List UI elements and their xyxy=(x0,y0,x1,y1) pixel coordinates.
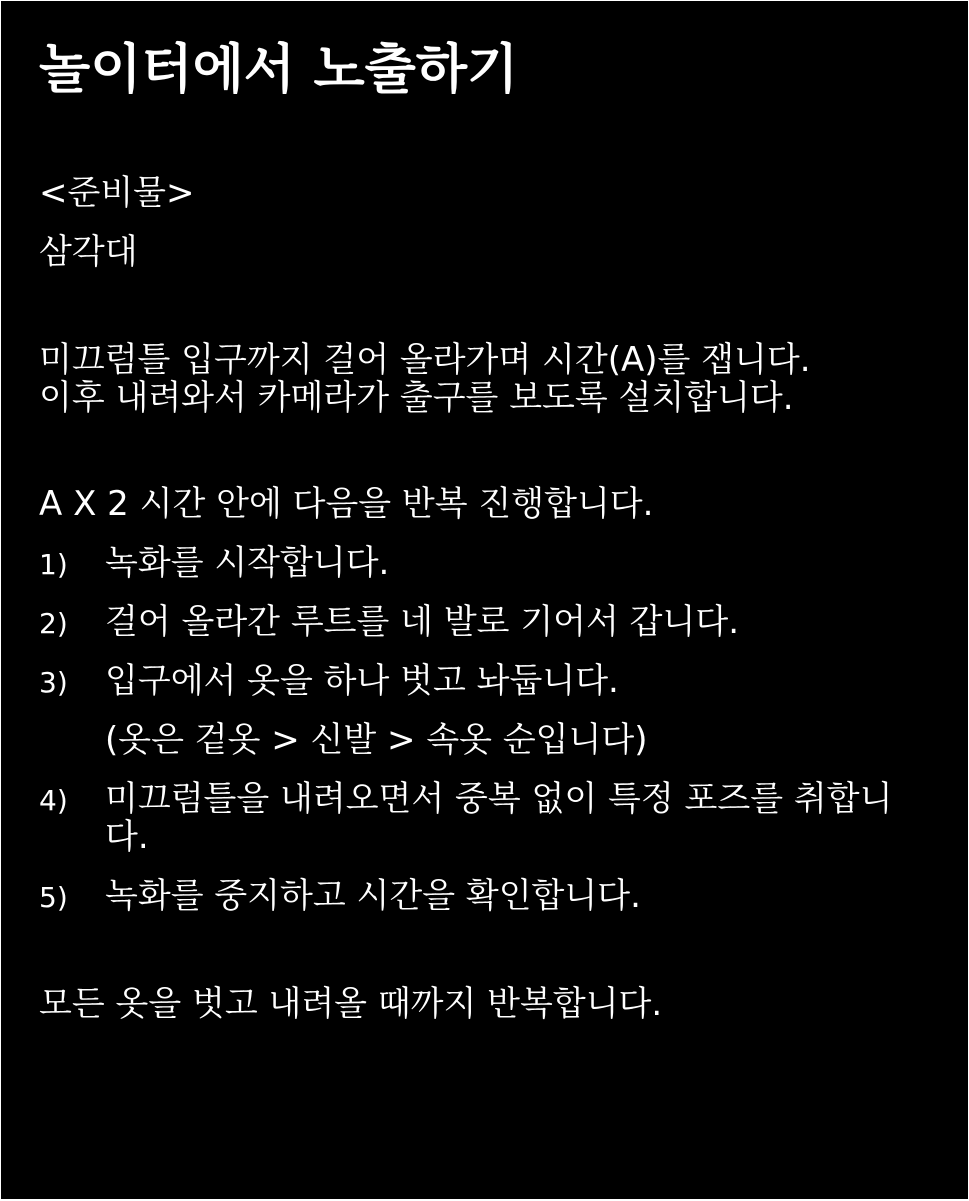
step-number: 4) xyxy=(39,784,68,817)
step-text: 녹화를 중지하고 시간을 확인합니다. xyxy=(105,876,641,916)
step-number: 3) xyxy=(39,666,68,699)
step-item xyxy=(39,544,928,582)
repeat-intro: A X 2 시간 안에 다음을 반복 진행합니다. xyxy=(39,484,654,524)
step-item xyxy=(39,877,928,915)
step-number: 2) xyxy=(39,607,68,640)
steps-list xyxy=(39,544,928,915)
document-page xyxy=(1,1,968,1199)
materials-item: 삼각대 xyxy=(39,232,138,272)
step-text: 걸어 올라간 루트를 네 발로 기어서 갑니다. xyxy=(105,602,739,642)
step-item xyxy=(39,780,928,856)
step-text: 녹화를 시작합니다. xyxy=(105,543,390,583)
step-3-note: (옷은 겉옷 > 신발 > 속옷 순입니다) xyxy=(105,720,648,760)
intro-line-2: 이후 내려와서 카메라가 출구를 보도록 설치합니다. xyxy=(39,378,794,418)
intro-paragraph xyxy=(39,341,928,417)
step-item xyxy=(39,662,928,700)
closing-line: 모든 옷을 벗고 내려올 때까지 반복합니다. xyxy=(39,984,663,1024)
step-text: 미끄럼틀을 내려오면서 중복 없이 특정 포즈를 취합니다. xyxy=(105,779,893,857)
step-number: 1) xyxy=(39,548,68,581)
step-item xyxy=(39,603,928,641)
intro-line-1: 미끄럼틀 입구까지 걸어 올라가며 시간(A)를 잽니다. xyxy=(39,340,811,380)
step-number: 5) xyxy=(39,881,68,914)
materials-header: <준비물> xyxy=(39,173,195,213)
step-text: 입구에서 옷을 하나 벗고 놔둡니다. xyxy=(105,661,619,701)
document-title: 놀이터에서 노출하기 xyxy=(39,39,519,100)
